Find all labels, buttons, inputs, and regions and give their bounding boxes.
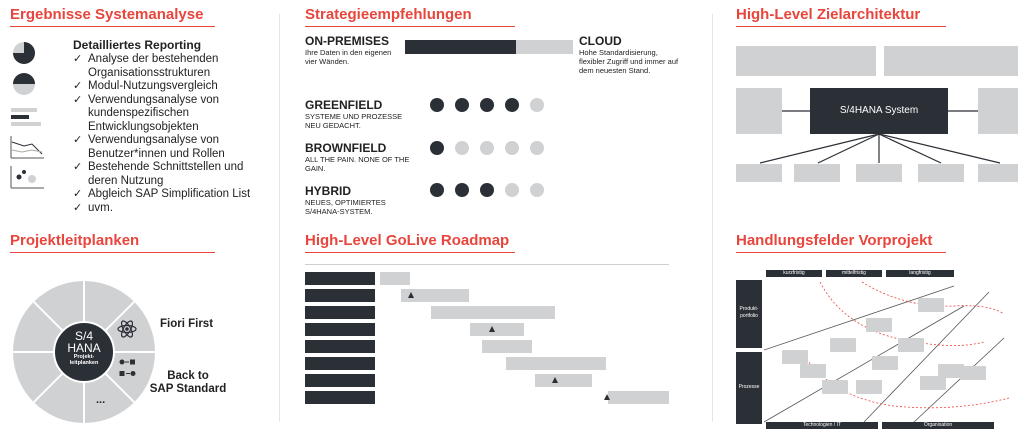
column-separator [712, 14, 713, 422]
section-title-leitplanken: Projektleitplanken [10, 232, 140, 249]
title-underline [305, 26, 515, 27]
line-chart-icon [11, 136, 44, 158]
donut-chart-icon [13, 73, 35, 95]
center-subtext: leitplanken [69, 360, 99, 366]
rating-dot-empty [480, 141, 494, 155]
center-subtext: Projekt- [73, 354, 95, 360]
rating-dot-empty [455, 141, 469, 155]
rating-dot-empty [505, 141, 519, 155]
roadmap-gantt [305, 272, 685, 404]
gantt-label-bar [305, 306, 375, 319]
rating-dot-filled [430, 141, 444, 155]
architecture-block [978, 164, 1018, 182]
column-header: mittelfristig [826, 270, 882, 277]
action-item-box [866, 318, 892, 332]
bottom-header: Technologien / IT [766, 422, 878, 429]
title-underline [10, 252, 215, 253]
section-title-roadmap: High-Level GoLive Roadmap [305, 232, 510, 249]
rating-dot-filled [480, 98, 494, 112]
fiori-first-label: Fiori First [160, 318, 214, 330]
column-separator [279, 14, 280, 422]
bar-chart-icon [11, 108, 41, 126]
list-item: ✓ Analyse der bestehenden Organisationsstrukturen [73, 53, 263, 80]
action-item-box [920, 376, 946, 390]
option-desc: SYSTEME UND PROZESSE NEU GEDACHT. [305, 112, 403, 130]
reporting-list [73, 53, 263, 215]
gantt-bar [535, 374, 592, 387]
list-item: ✓ Modul-Nutzungsvergleich [73, 80, 263, 94]
pie-chart-icon [13, 42, 35, 64]
title-underline [10, 26, 215, 27]
list-item: ✓ Verwendungsanalyse von kundenspezifischen Entwicklungsobjekten [73, 94, 263, 135]
rating-dot-empty [530, 183, 544, 197]
list-item: ✓ uvm. [73, 202, 263, 216]
deployment-slider-track [405, 40, 573, 54]
action-item-box [800, 364, 826, 378]
action-item-box [856, 380, 882, 394]
more-label: ... [96, 394, 106, 406]
rating-dot-filled [455, 98, 469, 112]
list-item: ✓ Abgleich SAP Simplification List [73, 188, 263, 202]
gantt-bar [470, 323, 524, 336]
rating-dot-filled [430, 183, 444, 197]
column-header: langfristig [886, 270, 954, 277]
option-label: BROWNFIELD [305, 141, 387, 155]
architecture-block [918, 164, 964, 182]
architecture-block [794, 164, 840, 182]
architecture-block [736, 164, 782, 182]
gantt-label-bar [305, 357, 375, 370]
milestone-marker [604, 394, 610, 400]
milestone-marker [552, 377, 558, 383]
on-premises-desc: Ihre Daten in den eigenen vier Wänden. [305, 48, 392, 66]
gantt-bar [506, 357, 606, 370]
row-header [736, 280, 762, 348]
gantt-label-bar [305, 374, 375, 387]
gantt-label-bar [305, 340, 375, 353]
architecture-block [884, 46, 1018, 76]
back-to-standard-label [148, 370, 228, 396]
label-line: Back to [167, 370, 209, 382]
reporting-heading: Detailliertes Reporting [73, 38, 202, 52]
gantt-bar [431, 306, 555, 319]
option-label: GREENFIELD [305, 98, 383, 112]
option-desc: NEUES, OPTIMIERTES S/4HANA-SYSTEM. [305, 198, 386, 216]
title-underline [305, 252, 515, 253]
center-text: HANA [67, 341, 101, 355]
action-item-box [872, 356, 898, 370]
gantt-label-bar [305, 272, 375, 285]
rating-dot-empty [505, 183, 519, 197]
list-item: ✓ Bestehende Schnittstellen und deren Nutzung [73, 161, 263, 188]
action-item-box [782, 350, 808, 364]
section-title-zielarchitektur: High-Level Zielarchitektur [736, 6, 921, 23]
cloud-desc: Hohe Standardisierung, flexibler Zugriff und immer auf dem neuesten Stand. [579, 48, 679, 75]
milestone-marker [489, 326, 495, 332]
rating-dot-empty [530, 98, 544, 112]
section-title-handlungsfelder: Handlungsfelder Vorprojekt [736, 232, 933, 249]
section-title-ergebnisse: Ergebnisse Systemanalyse [10, 6, 204, 23]
action-item-box [898, 338, 924, 352]
rating-dot-filled [480, 183, 494, 197]
row-header-label: Produkt-portfolio [739, 306, 759, 319]
list-item: ✓ Verwendungsanalyse von Benutzer*innen und Rollen [73, 134, 263, 161]
scatter-chart-icon [11, 166, 44, 188]
workflow-icon [118, 358, 138, 378]
rating-dots [430, 182, 550, 198]
row-header-label: Prozesse [738, 384, 760, 390]
roadmap-axis [305, 264, 669, 265]
action-item-box [918, 298, 944, 312]
row-header [736, 352, 762, 424]
architecture-block [856, 164, 902, 182]
rating-dot-filled [430, 98, 444, 112]
rating-dot-filled [505, 98, 519, 112]
gantt-bar [608, 391, 669, 404]
title-underline [736, 26, 946, 27]
react-atom-icon [116, 318, 138, 340]
section-title-strategie: Strategieempfehlungen [305, 6, 472, 23]
action-item-box [830, 338, 856, 352]
label-line: SAP Standard [149, 383, 227, 395]
action-item-box [822, 380, 848, 394]
architecture-block [736, 46, 876, 76]
wheel-center [54, 330, 114, 366]
center-text: S/4 [74, 329, 93, 343]
analysis-icons [10, 40, 54, 190]
action-item-box [960, 366, 986, 380]
rating-dots [430, 97, 550, 113]
gantt-label-bar [305, 391, 375, 404]
on-premises-label: ON-PREMISES [305, 34, 390, 48]
s4hana-system-box: S/4HANA System [810, 88, 948, 134]
cloud-label: CLOUD [579, 34, 622, 48]
column-header: kurzfristig [766, 270, 822, 277]
option-label: HYBRID [305, 184, 352, 198]
rating-dots [430, 140, 550, 156]
gantt-bar [482, 340, 532, 353]
option-desc: ALL THE PAIN. NONE OF THE GAIN. [305, 155, 410, 173]
bottom-header: Organisation [882, 422, 994, 429]
gantt-label-bar [305, 323, 375, 336]
rating-dot-empty [530, 141, 544, 155]
gantt-label-bar [305, 289, 375, 302]
deployment-slider-fill [405, 40, 516, 54]
gantt-bar [380, 272, 410, 285]
milestone-marker [408, 292, 414, 298]
title-underline [736, 252, 946, 253]
rating-dot-filled [455, 183, 469, 197]
